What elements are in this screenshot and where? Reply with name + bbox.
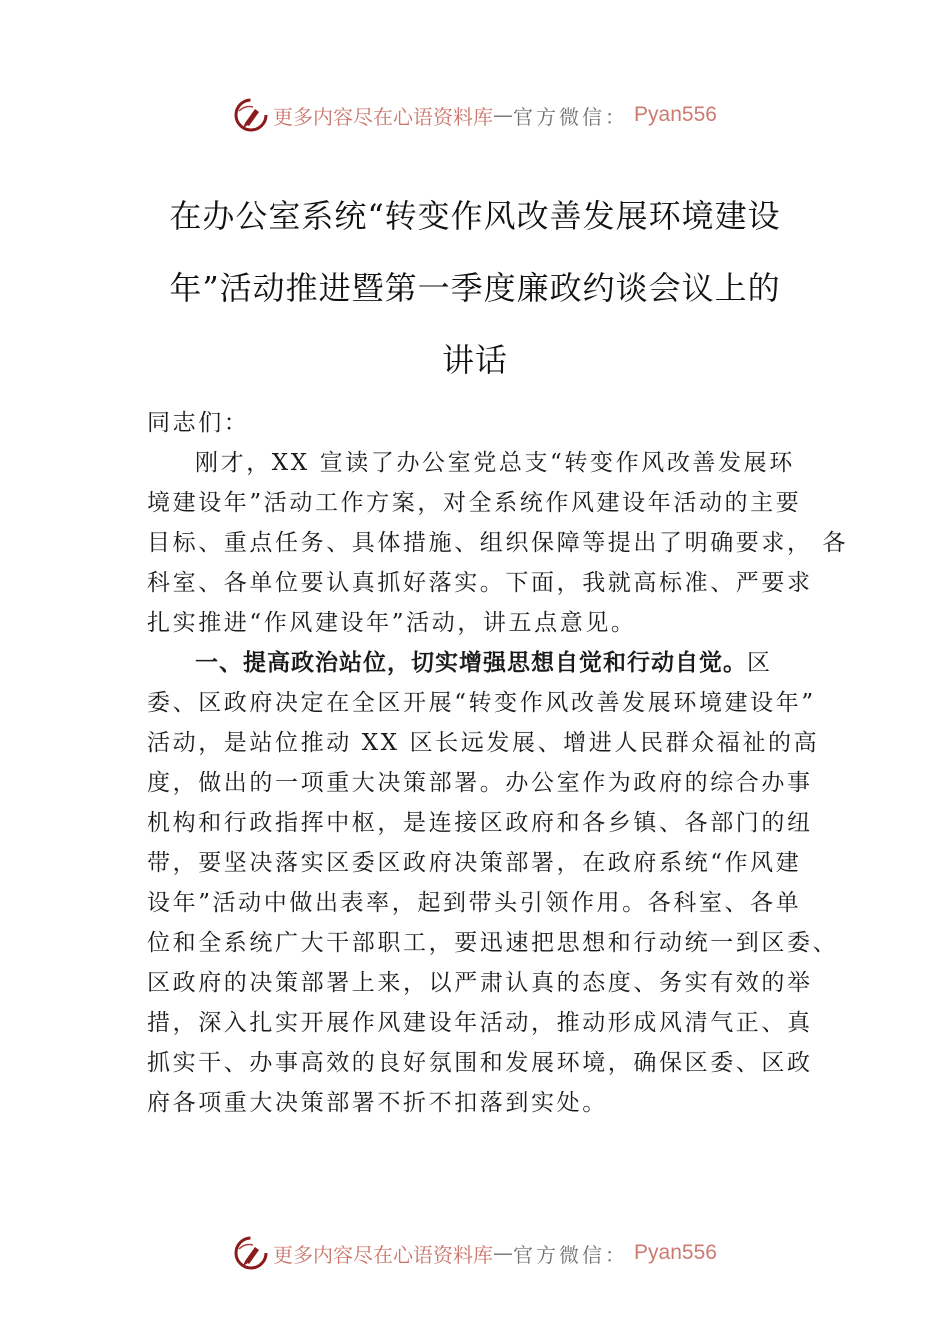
watermark-official-label: 官方微信：	[513, 104, 629, 129]
section-heading: 一、提高政治站位，切实增强思想自觉和行动自觉。	[195, 650, 747, 676]
paragraph-line: 目标、重点任务、具体措施、组织保障等提出了明确要求， 各	[147, 530, 849, 556]
section-heading-tail: 区	[747, 650, 773, 676]
title-line: 在办公室系统“转变作风改善发展环境建设	[169, 197, 781, 235]
paragraph-line: 抓实干、办事高效的良好氛围和发展环境，确保区委、区政	[147, 1050, 813, 1076]
title-line: 讲话	[441, 341, 508, 379]
watermark-brand-text: 更多内容尽在心语资料库	[273, 1242, 494, 1267]
paragraph-line: 扎实推进“作风建设年”活动，讲五点意见。	[147, 610, 637, 636]
document-title	[130, 180, 820, 396]
paragraph-line: 带，要坚决落实区委区政府决策部署，在政府系统“作风建	[147, 850, 802, 876]
paragraph-line: 刚才，XX 宣读了办公室党总支“转变作风改善发展环	[195, 450, 795, 476]
watermark-wechat-id: Pyan556	[634, 103, 717, 126]
paragraph-line: 机构和行政指挥中枢，是连接区政府和各乡镇、各部门的纽	[147, 810, 813, 836]
watermark-official-label: 官方微信：	[513, 1242, 629, 1267]
title-line: 年”活动推进暨第一季度廉政约谈会议上的	[169, 269, 781, 307]
paragraph-line: 设年”活动中做出表率，起到带头引领作用。各科室、各单	[147, 890, 802, 916]
paragraph-line: 境建设年”活动工作方案，对全系统作风建设年活动的主要	[147, 490, 802, 516]
footer-watermark	[0, 1233, 950, 1273]
pen-nib-logo-icon	[233, 1235, 269, 1271]
paragraph-line: 科室、各单位要认真抓好落实。下面，我就高标准、严要求	[147, 570, 813, 596]
paragraph-line: 度，做出的一项重大决策部署。办公室作为政府的综合办事	[147, 770, 813, 796]
salutation: 同志们：	[147, 410, 250, 436]
section-one	[147, 643, 839, 1123]
paragraph-line: 府各项重大决策部署不折不扣落到实处。	[147, 1090, 608, 1116]
watermark-brand-text: 更多内容尽在心语资料库	[273, 104, 494, 129]
paragraph-line: 活动，是站位推动 XX 区长远发展、增进人民群众福祉的高	[147, 730, 820, 756]
section-heading-line	[147, 643, 807, 683]
paragraph-line: 委、区政府决定在全区开展“转变作风改善发展环境建设年”	[147, 690, 816, 716]
document-body	[147, 403, 849, 1123]
paragraph-line: 区政府的决策部署上来，以严肃认真的态度、务实有效的举	[147, 970, 813, 996]
watermark-dash: —	[493, 1241, 514, 1265]
paragraph-line: 位和全系统广大干部职工，要迅速把思想和行动统一到区委、	[147, 930, 839, 956]
watermark-wechat-id: Pyan556	[634, 1241, 717, 1264]
paragraph-line: 措，深入扎实开展作风建设年活动，推动形成风清气正、真	[147, 1010, 813, 1036]
paragraph-intro	[147, 443, 849, 643]
pen-nib-logo-icon	[233, 97, 269, 133]
watermark-dash: —	[493, 103, 514, 127]
header-watermark	[0, 95, 950, 135]
